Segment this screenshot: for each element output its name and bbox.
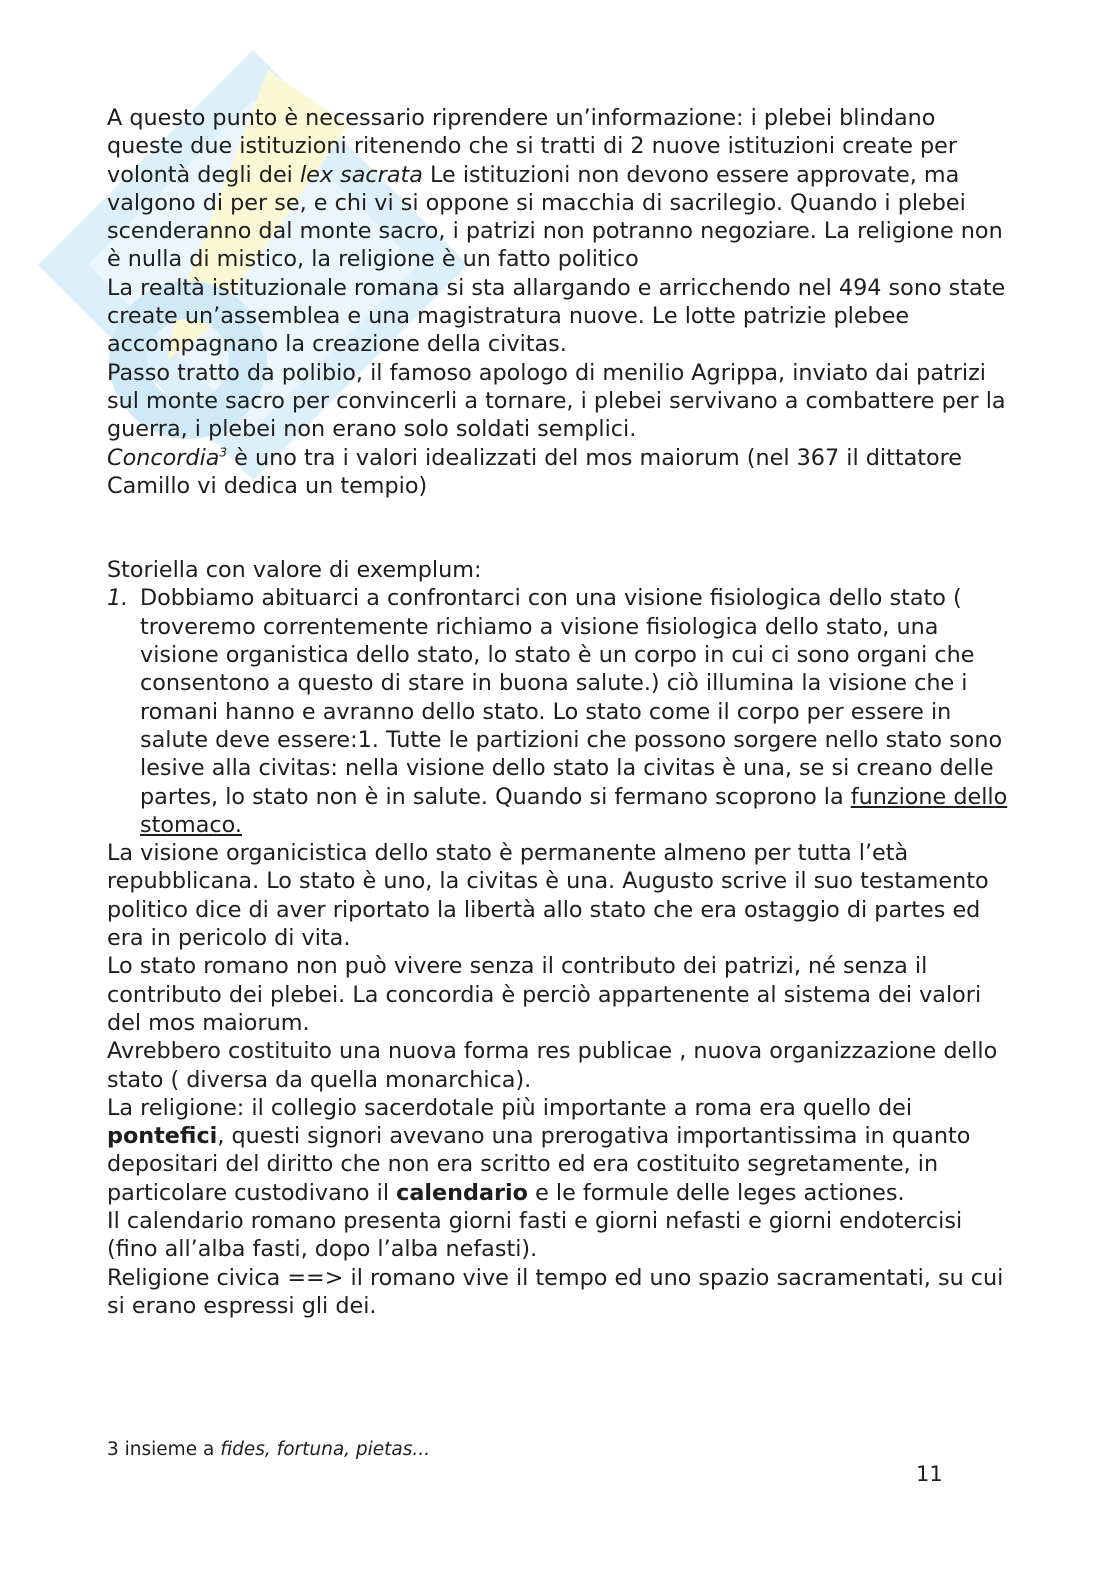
footnote: 3 insieme a fides, fortuna, pietas...	[107, 1439, 431, 1460]
page-number: 11	[916, 1462, 943, 1486]
paragraph-stato-romano: Lo stato romano non può vivere senza il contributo dei patrizi, né senza il contributo dei plebei. La concordia è perciò appartenente al sistema dei valori del mos maiorum.	[107, 953, 982, 1036]
paragraph-concordia: Concordia$^3$ è uno tra i valori idealizzati del mos maiorum (nel 367 il dittatore Camillo vi dedica un tempio)	[107, 444, 963, 499]
paragraph-religione-civica: Religione civica ==> il romano vive il tempo ed uno spazio sacramentati, su cui si erano espressi gli dei.	[107, 1264, 1004, 1319]
paragraph-storiella: Storiella con valore di exemplum:	[107, 557, 482, 584]
list-item-text: Dobbiamo abituarci a confrontarci con una visione fisiologica dello stato ( troveremo correntemente richiamo a visione fisiologica dello stato, una visione organistica dello stato, lo stato è un corpo in cui ci sono organi che consentono a questo di stare in buona salute.) ciò illumina la visione che i romani hanno e avranno dello stato. Lo stato come il corpo per essere in salute deve essere:1. Tutte le partizioni che possono sorgere nello stato sono lesive alla civitas: nella visione dello stato la civitas è una, se si creano delle partes, lo stato non è in salute. Quando si fermano scoprono la funzione dello stomaco.	[140, 585, 1008, 838]
paragraph-lex-sacrata: A questo punto è necessario riprendere un’informazione: i plebei blindano queste due istituzioni ritenendo che si tratti di 2 nuove istituzioni create per volontà degli dei lex sacrata Le istituzioni non devono essere approvate, ma valgono di per se, e chi vi si oppone si macchia di sacrilegio. Quando i plebei scenderanno dal monte sacro, i patrizi non potranno negoziare. La religione non è nulla di mistico, la religione è un fatto politico	[107, 105, 1003, 273]
footnote-ref: 3	[219, 445, 228, 460]
paragraph-visione-organicistica: La visione organicistica dello stato è permanente almeno per tutta l’età repubblicana. Lo stato è uno, la civitas è una. Augusto scrive il suo testamento politico dice di aver riportato la libertà allo stato che era ostaggio di partes ed era in pericolo di vita.	[107, 840, 989, 952]
paragraph-polibio: Passo tratto da polibio, il famoso apologo di menilio Agrippa, inviato dai patrizi sul monte sacro per convincerli a tornare, i plebei servivano a combattere per la guerra, i plebei non erano solo soldati semplici.	[107, 359, 1006, 443]
paragraph-religione-pontefici: La religione: il collegio sacerdotale più importante a roma era quello dei pontefici, questi signori avevano una prerogativa importantissima in quanto depositari del diritto che non era scritto ed era costituito segretamente, in particolare custodivano il calendario e le formule delle leges actiones.	[107, 1094, 971, 1206]
paragraph-res-publicae: Avrebbero costituito una nuova forma res publicae , nuova organizzazione dello stato ( diversa da quella monarchica).	[107, 1038, 998, 1093]
paragraph-calendario: Il calendario romano presenta giorni fasti e giorni nefasti e giorni endotercisi (fino all’alba fasti, dopo l’alba nefasti).	[107, 1207, 963, 1263]
page-body	[107, 104, 1012, 1320]
paragraph-realta-istituzionale: La realtà istituzionale romana si sta allargando e arricchendo nel 494 sono state create un’assemblea e una magistratura nuove. Le lotte patrizie plebee accompagnano la creazione della civitas.	[107, 274, 1006, 358]
list-number: 1.	[107, 585, 129, 612]
paragraph-gap	[107, 500, 1012, 556]
list-item	[107, 584, 1012, 839]
